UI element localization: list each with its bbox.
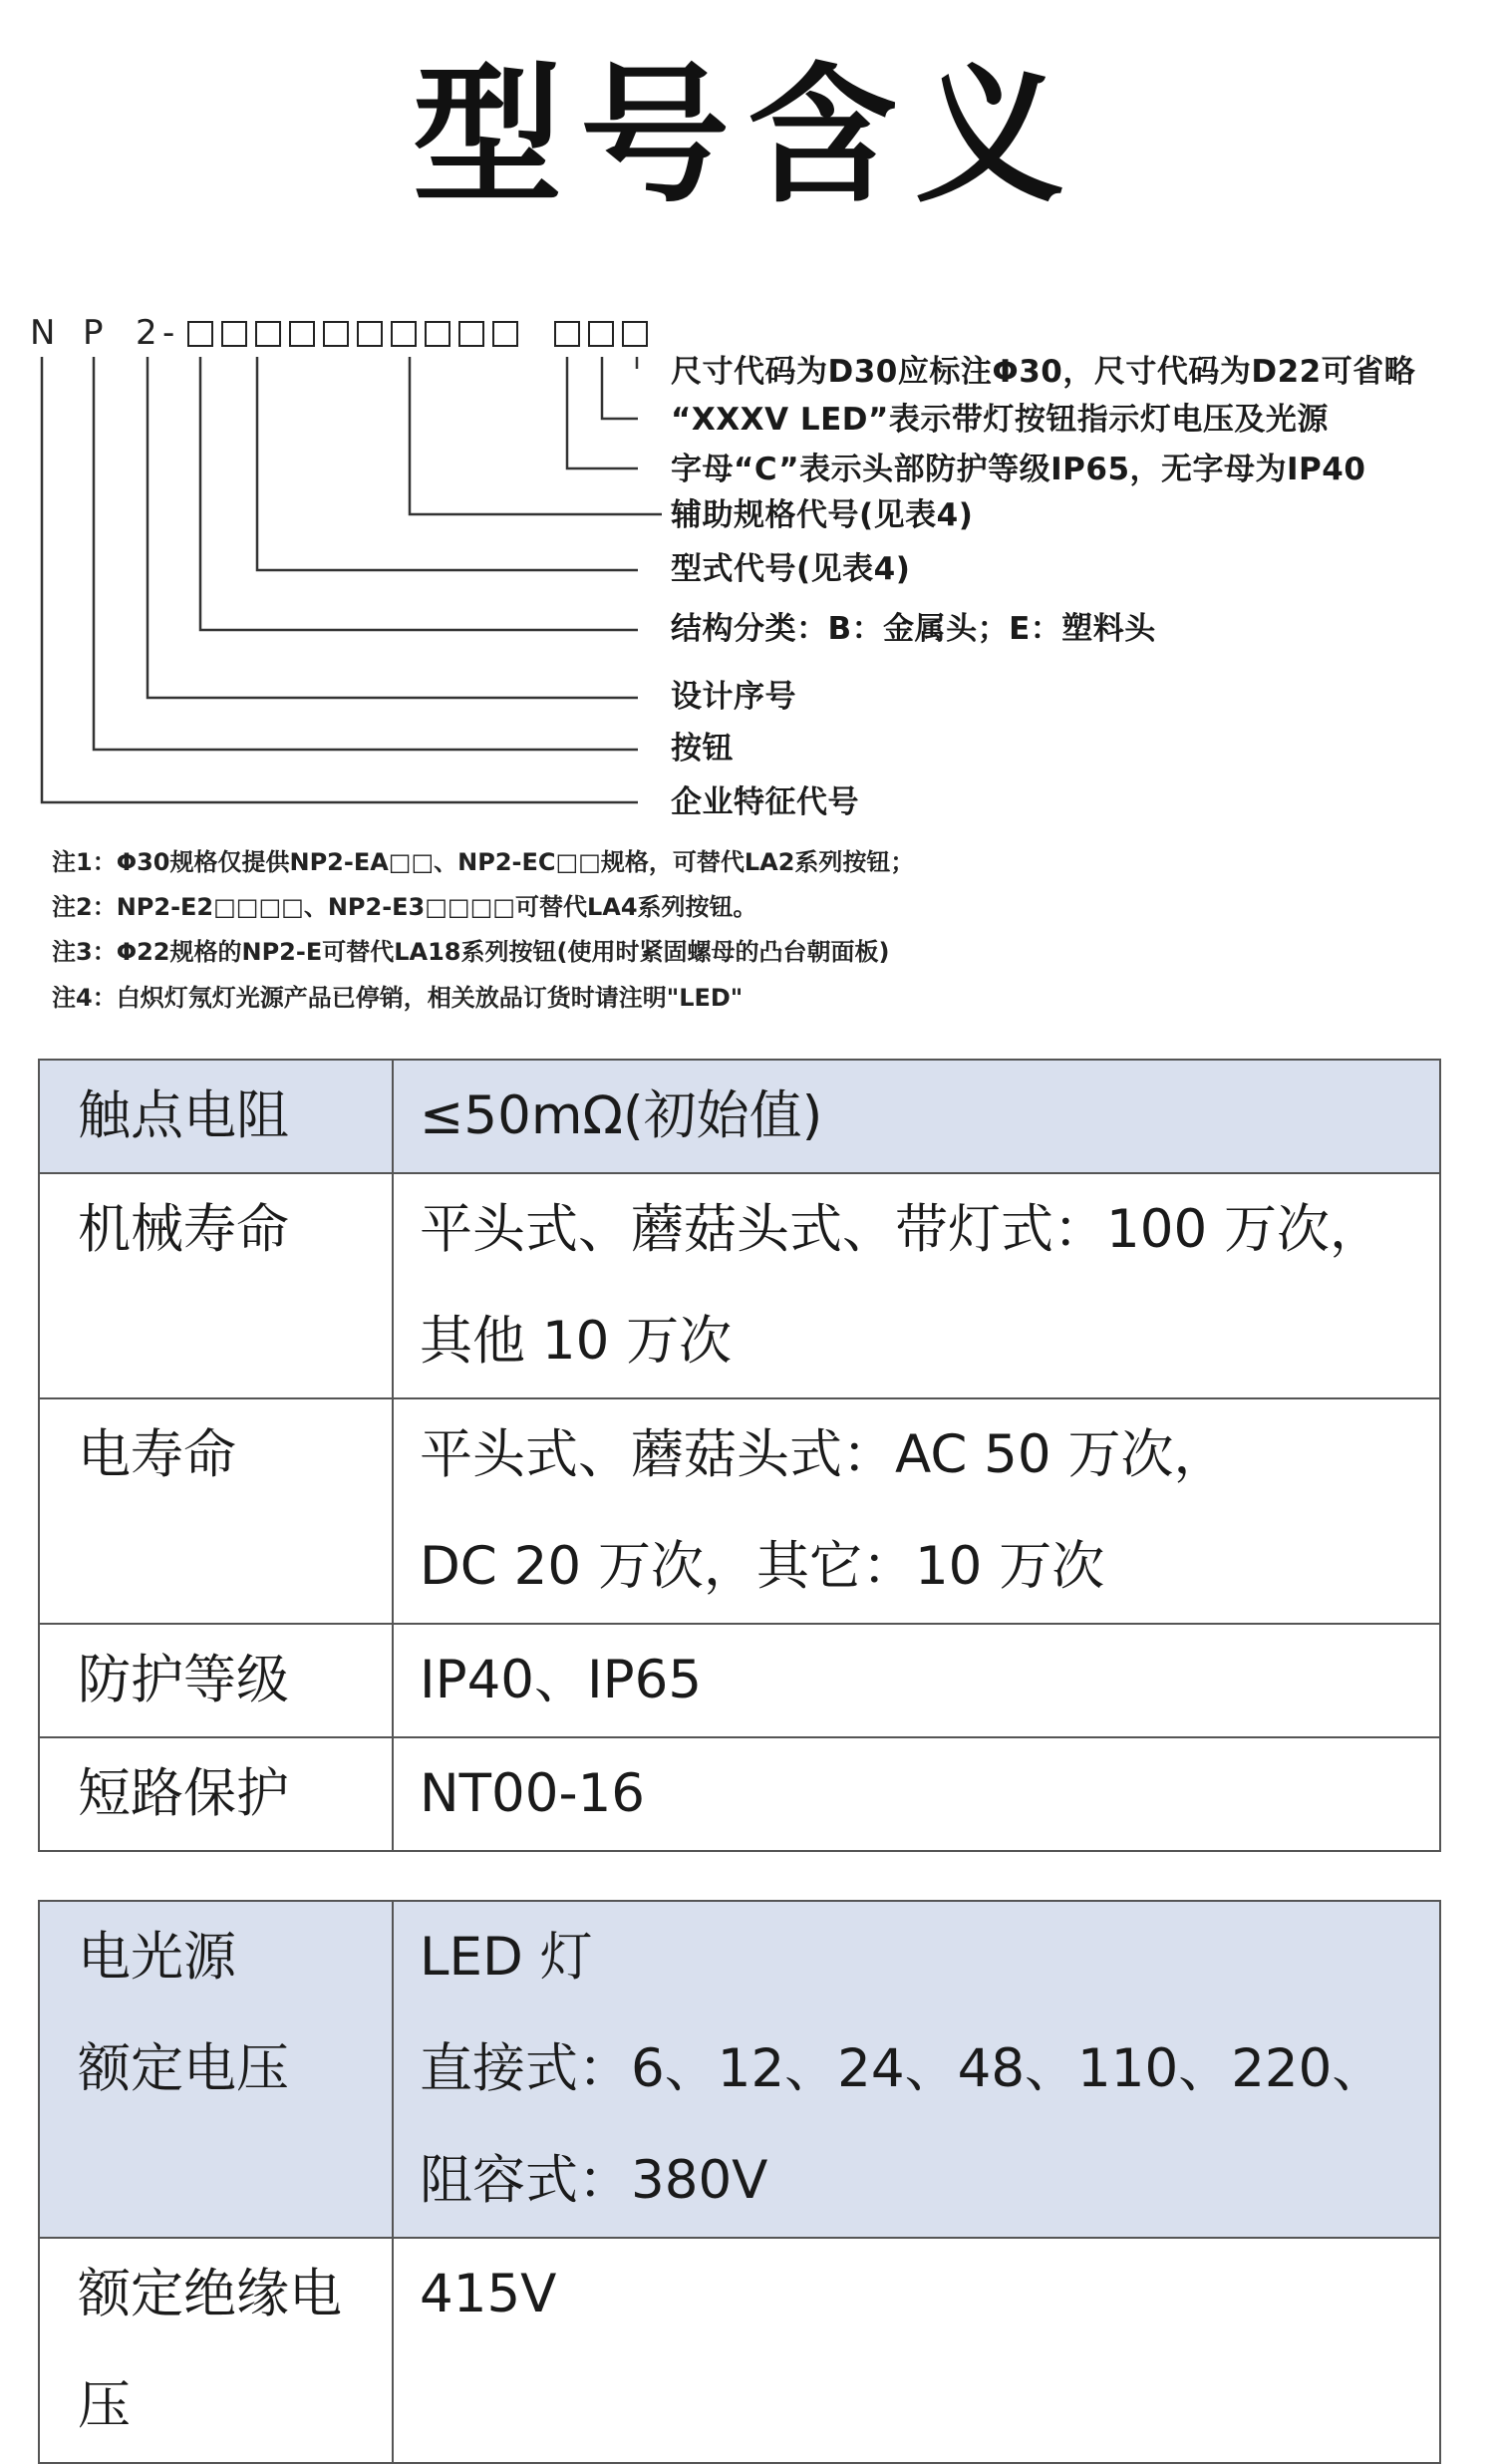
table-key: 额定绝缘电压	[39, 2238, 393, 2463]
code-box	[357, 321, 383, 347]
table-value-line: 阻容式：380V	[420, 2150, 768, 2211]
legend-led: “XXXV LED”表示带灯按钮指示灯电压及光源	[671, 402, 1329, 438]
table-value-line: LED 灯	[420, 1927, 593, 1988]
table-key	[39, 1901, 393, 2238]
leader-line-structure	[200, 357, 638, 630]
table-value-line: NT00-16	[420, 1763, 646, 1824]
code-char-n: N	[30, 313, 56, 353]
code-box	[622, 321, 648, 347]
code-char-dash: -	[162, 313, 175, 353]
table-key: 触点电阻	[39, 1060, 393, 1173]
table-row	[39, 1060, 1440, 1173]
leader-line-led	[602, 357, 638, 419]
code-char-2: 2	[136, 313, 157, 353]
leader-line-type	[257, 357, 638, 570]
table-value	[393, 1173, 1440, 1398]
note-4: 注4：白炽灯氖灯光源产品已停销，相关放品订货时请注明"LED"	[52, 984, 744, 1012]
spec-table-1	[38, 1059, 1441, 1852]
code-box	[492, 321, 518, 347]
table-key: 短路保护	[39, 1737, 393, 1851]
note-2: 注2：NP2-E2□□□□、NP2-E3□□□□可替代LA4系列按钮。	[52, 893, 757, 921]
leader-line-p	[94, 357, 638, 750]
legend-button: 按钮	[671, 731, 734, 767]
table-row	[39, 1624, 1440, 1737]
table-key-line: 电光源	[78, 1927, 236, 1988]
table-row	[39, 1398, 1440, 1624]
leader-line-2	[148, 357, 638, 698]
table-value	[393, 1060, 1440, 1173]
table-value-line: 其他 10 万次	[420, 1311, 733, 1372]
table-value: 415V	[393, 2238, 1440, 2463]
table-row	[39, 1901, 1440, 2238]
table-key: 防护等级	[39, 1624, 393, 1737]
code-box	[187, 321, 213, 347]
code-box	[255, 321, 281, 347]
table-value	[393, 1398, 1440, 1624]
legend-design-seq: 设计序号	[671, 679, 796, 715]
code-box	[588, 321, 614, 347]
table-value-line: 平头式、蘑菇头式：AC 50 万次，	[420, 1424, 1227, 1485]
table-value-line: ≤50mΩ(初始值)	[420, 1085, 823, 1146]
legend-enterprise: 企业特征代号	[671, 784, 859, 820]
table-key: 机械寿命	[39, 1173, 393, 1398]
legend-protection: 字母“C”表示头部防护等级IP65，无字母为IP40	[671, 452, 1366, 487]
legend-aux-spec: 辅助规格代号(见表4)	[671, 497, 974, 533]
code-char-p: P	[83, 313, 104, 353]
table-value-line: 直接式：6、12、24、48、110、220、	[420, 2038, 1385, 2099]
table-value-line: IP40、IP65	[420, 1650, 703, 1710]
code-box	[391, 321, 417, 347]
table-key-line: 额定电压	[78, 2038, 289, 2099]
table-key: 电寿命	[39, 1398, 393, 1624]
table-row	[39, 1737, 1440, 1851]
table-value-line: DC 20 万次，其它：10 万次	[420, 1536, 1105, 1597]
page-title: 型号含义	[412, 50, 1082, 223]
legend-structure: 结构分类：B：金属头；E：塑料头	[671, 611, 1156, 647]
code-box	[289, 321, 315, 347]
code-box	[554, 321, 580, 347]
code-box	[323, 321, 349, 347]
leader-line-n	[42, 357, 638, 802]
spec-table-2	[38, 1900, 1441, 2464]
table-row	[39, 1173, 1440, 1398]
code-box	[221, 321, 247, 347]
code-box	[425, 321, 450, 347]
table-value	[393, 1624, 1440, 1737]
code-box	[458, 321, 484, 347]
model-code-diagram	[0, 299, 1495, 837]
legend-type-code: 型式代号(见表4)	[671, 551, 911, 587]
note-1: 注1：Φ30规格仅提供NP2-EA□□、NP2-EC□□规格，可替代LA2系列按钮；	[52, 848, 915, 876]
table-value-line: 平头式、蘑菇头式、带灯式：100 万次，	[420, 1199, 1383, 1260]
note-3: 注3：Φ22规格的NP2-E可替代LA18系列按钮(使用时紧固螺母的凸台朝面板)	[52, 938, 890, 966]
leader-line-aux	[410, 357, 662, 514]
table-row	[39, 2238, 1440, 2463]
table-value	[393, 1901, 1440, 2238]
table-value	[393, 1737, 1440, 1851]
legend-size-code: 尺寸代码为D30应标注Φ30，尺寸代码为D22可省略	[671, 354, 1416, 390]
